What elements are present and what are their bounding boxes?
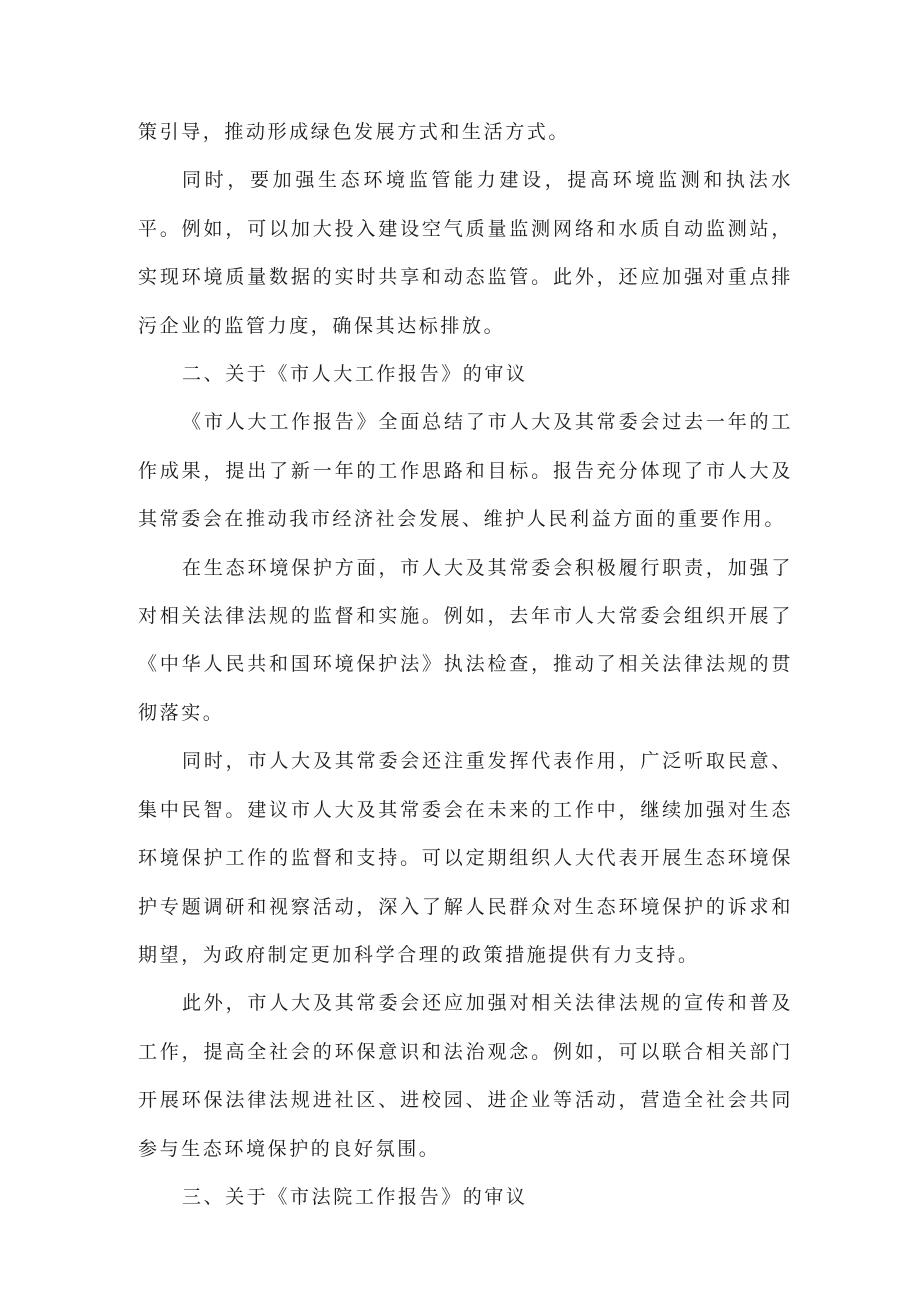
paragraph-npc-eco-protection: 在生态环境保护方面，市人大及其常委会积极履行职责，加强了对相关法律法规的监督和实施。例如，去年市人大常委会组织开展了《中华人民共和国环境保护法》执法检查，推动了相关法律法规的贯彻落实。 [138,556,793,724]
paragraph-supervision-capacity: 同时，要加强生态环境监管能力建设，提高环境监测和执法水平。例如，可以加大投入建设空气质量监测网络和水质自动监测站，实现环境质量数据的实时共享和动态监管。此外，还应加强对重点排污企业的监管力度，确保其达标排放。 [138,169,793,337]
section-heading-npc-report: 二、关于《市人大工作报告》的审议 [182,363,528,386]
section-heading-court-report: 三、关于《市法院工作报告》的审议 [182,1185,528,1208]
paragraph-continuation: 策引导，推动形成绿色发展方式和生活方式。 [138,121,571,143]
document-body [138,108,793,1221]
paragraph-npc-report-summary: 《市人大工作报告》全面总结了市人大及其常委会过去一年的工作成果，提出了新一年的工作思路和目标。报告充分体现了市人大及其常委会在推动我市经济社会发展、维护人民利益方面的重要作用。 [138,411,793,531]
paragraph-npc-legal-publicity: 此外，市人大及其常委会还应加强对相关法律法规的宣传和普及工作，提高全社会的环保意识和法治观念。例如，可以联合相关部门开展环保法律法规进社区、进校园、进企业等活动，营造全社会共同参与生态环境保护的良好氛围。 [138,992,793,1160]
paragraph-npc-representatives: 同时，市人大及其常委会还注重发挥代表作用，广泛听取民意、集中民智。建议市人大及其常委会在未来的工作中，继续加强对生态环境保护工作的监督和支持。可以定期组织人大代表开展生态环境保护专题调研和视察活动，深入了解人民群众对生态环境保护的诉求和期望，为政府制定更加科学合理的政策措施提供有力支持。 [138,750,793,966]
